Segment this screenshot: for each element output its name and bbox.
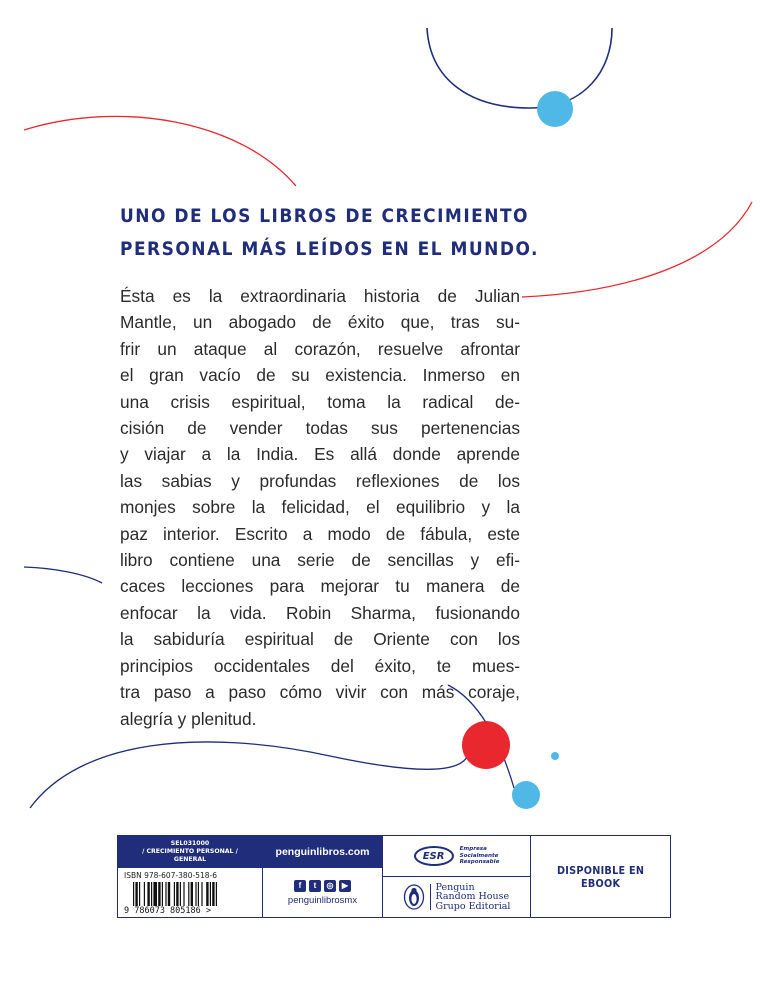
facebook-icon[interactable]: f	[294, 880, 306, 892]
web-cell	[263, 836, 383, 917]
esr-line: Empresa	[459, 846, 487, 853]
synopsis-line: la sabiduría espiritual de Oriente con los	[120, 629, 520, 650]
barcode-bar	[216, 882, 217, 906]
instagram-icon[interactable]: ◎	[324, 880, 336, 892]
synopsis-line: Mantle, un abogado de éxito que, tras su-	[120, 312, 520, 333]
barcode-bar	[195, 882, 196, 906]
barcode-bar	[183, 882, 184, 906]
barcode-bar	[162, 882, 163, 906]
ebook-availability	[557, 864, 644, 890]
esr-section	[383, 836, 530, 877]
synopsis-line: monjes sobre la felicidad, el equilibrio y la	[120, 497, 520, 518]
synopsis-line: Ésta es la extraordinaria historia de Julian	[120, 286, 520, 306]
website-link[interactable]: penguinlibros.com	[263, 836, 382, 868]
synopsis-line: paz interior. Escrito a modo de fábula, este	[120, 523, 520, 544]
esr-text	[460, 846, 500, 866]
bottom-blue-wave	[30, 742, 468, 808]
synopsis-line: tra paso a paso cómo vivir con más coraje,	[120, 682, 520, 703]
headline-line: PERSONAL MÁS LEÍDOS EN EL MUNDO.	[120, 239, 539, 260]
synopsis-line: una crisis espiritual, toma la radical de-	[120, 391, 520, 412]
publisher-section	[383, 877, 530, 917]
barcode-bar	[168, 882, 170, 906]
synopsis-line: alegría y plenitud.	[120, 708, 257, 729]
publisher-divider	[430, 884, 431, 910]
category-code: SEL031000	[170, 840, 210, 847]
barcode-bar	[210, 882, 211, 906]
ebook-cell	[531, 836, 670, 917]
publisher-line: Random House	[435, 891, 510, 903]
publisher-name	[436, 883, 511, 912]
youtube-icon[interactable]: ▶	[339, 880, 351, 892]
barcode-digits: 9 786073 805186 >	[124, 906, 211, 916]
barcode-bar	[191, 882, 193, 906]
barcode-bar	[176, 882, 178, 906]
synopsis-line: frir un ataque al corazón, resuelve afrontar	[120, 338, 520, 359]
logos-cell	[383, 836, 531, 917]
publisher-info-box	[117, 835, 671, 918]
ebook-line: EBOOK	[580, 876, 621, 890]
barcode-bar	[174, 882, 175, 906]
barcode-bar	[135, 882, 137, 906]
barcode-bar	[212, 882, 214, 906]
barcode-bar	[151, 882, 152, 906]
publisher-line: Penguin	[435, 881, 475, 893]
barcode-bar	[153, 882, 157, 906]
top-left-red-curve	[24, 116, 296, 186]
top-light-blue-dot	[537, 91, 573, 127]
barcode-bar	[188, 882, 189, 906]
synopsis-line: el gran vacío de su existencia. Inmerso en	[120, 365, 520, 386]
category-name: / CRECIMIENTO PERSONAL /	[142, 848, 238, 855]
barcode-bar	[206, 882, 208, 906]
twitter-icon[interactable]: t	[309, 880, 321, 892]
barcode	[124, 882, 257, 915]
social-icons	[263, 880, 382, 892]
synopsis-line: libro contiene una serie de sencillas y efi-	[120, 550, 520, 571]
barcode-bar	[133, 882, 134, 906]
bottom-light-blue-dot	[512, 781, 540, 809]
penguin-logo-icon	[403, 884, 425, 910]
social-handle[interactable]: penguinlibrosmx	[287, 895, 358, 906]
synopsis-line: principios occidentales del éxito, te mues-	[120, 655, 520, 676]
headline-line: UNO DE LOS LIBROS DE CRECIMIENTO	[120, 206, 529, 227]
category-sub: GENERAL	[173, 856, 207, 863]
barcode-bar	[198, 882, 199, 906]
left-blue-curve	[24, 567, 102, 583]
barcode-bar	[144, 882, 145, 906]
barcode-bar	[201, 882, 202, 906]
esr-line: Responsable	[459, 859, 500, 866]
isbn-number: ISBN 978-607-380-518-6	[124, 871, 217, 880]
publisher-line: Grupo Editorial	[435, 900, 511, 912]
synopsis-line: enfocar la vida. Robin Sharma, fusionando	[120, 602, 520, 623]
barcode-bars-icon	[124, 882, 257, 906]
synopsis-line: las sabias y profundas reflexiones de los	[120, 470, 520, 491]
barcode-bar	[158, 882, 160, 906]
book-synopsis	[120, 283, 520, 732]
esr-line: Socialmente	[459, 852, 499, 859]
synopsis-line: y viajar a la India. Es allá donde aprende	[120, 444, 520, 465]
esr-logo-icon: ESR	[414, 846, 454, 866]
tiny-light-blue-dot	[551, 752, 559, 760]
barcode-bar	[180, 882, 181, 906]
barcode-bar	[147, 882, 149, 906]
synopsis-line: caces lecciones para mejorar tu manera de	[120, 576, 520, 597]
right-red-curve	[522, 202, 752, 297]
barcode-bar	[165, 882, 166, 906]
cover-headline	[120, 200, 539, 266]
isbn-cell	[118, 836, 263, 917]
ebook-line: DISPONIBLE EN	[556, 863, 645, 877]
category-label	[118, 836, 262, 868]
top-blue-arc	[427, 28, 612, 108]
synopsis-line: cisión de vender todas sus pertenencias	[120, 418, 520, 439]
barcode-bar	[139, 882, 140, 906]
